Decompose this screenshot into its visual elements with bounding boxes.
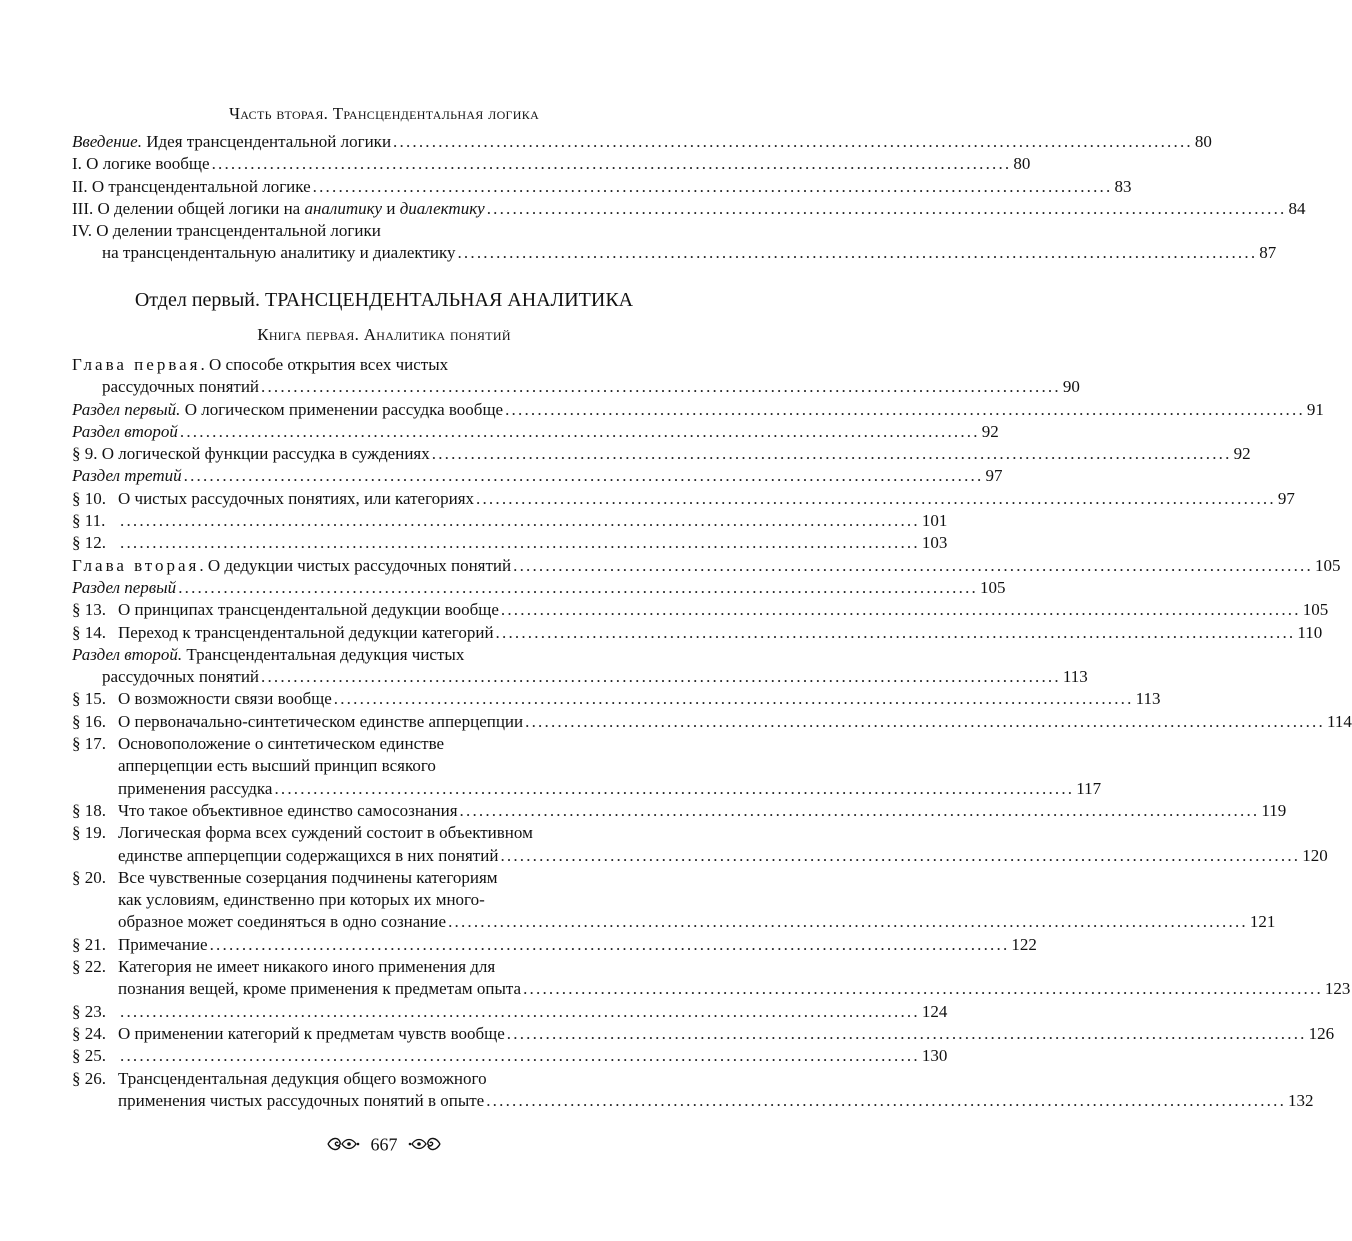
page-number: 114	[1326, 711, 1352, 731]
toc-entry[interactable]: Раздел третий ............................................................................................................................ 97	[72, 465, 657, 487]
toc-entry[interactable]: II. О трансцендентальной логике ............................................................................................................................ 83	[72, 176, 657, 198]
page-number: 105	[980, 577, 1006, 597]
page-number: 120	[1302, 845, 1328, 865]
page-number: 130	[921, 1046, 948, 1066]
leader-dots: ............................................................................................................................	[312, 176, 1113, 196]
toc-entry-line[interactable]: IV. О делении трансцендентальной логики	[72, 221, 381, 241]
toc-entry[interactable]: Раздел первый. О логическом применении рассудка вообще ............................................................................................................................ 91	[72, 399, 657, 421]
page-number: 84	[1288, 198, 1306, 218]
leader-dots: ............................................................................................................................	[261, 377, 1061, 397]
division-heading: Отдел первый. ТРАНСЦЕНДЕНТАЛЬНАЯ АНАЛИТИКА	[134, 289, 634, 311]
leader-dots: ............................................................................................................................	[274, 778, 1075, 798]
leader-dots: ............................................................................................................................	[178, 577, 978, 597]
toc-entry-line[interactable]: § 19. Логическая форма всех суждений состоит в объективном	[72, 823, 533, 843]
toc-chapter-line[interactable]: Глава первая. О способе открытия всех чистых	[72, 355, 449, 374]
leader-dots: ............................................................................................................................	[120, 533, 920, 553]
leader-dots: ............................................................................................................................	[120, 511, 920, 531]
page-number: 87	[1259, 243, 1277, 263]
leader-dots: ............................................................................................................................	[261, 667, 1061, 687]
toc-entry-line[interactable]: § 17. Основоположение о синтетическом единстве	[72, 734, 445, 754]
page-number: 113	[1135, 689, 1161, 709]
toc-entry[interactable]: рассудочных понятий ............................................................................................................................ 90	[72, 376, 657, 398]
leader-dots: ............................................................................................................................	[431, 444, 1232, 464]
toc-main-section	[72, 354, 1352, 1112]
toc-entry[interactable]: Глава вторая. О дедукции чистых рассудочных понятий ............................................................................................................................ 105	[72, 555, 657, 577]
leader-dots: ............................................................................................................................	[211, 154, 1012, 174]
toc-entry-line[interactable]: Раздел второй. Трансцендентальная дедукция чистых	[72, 644, 465, 664]
page-footer	[0, 1134, 768, 1159]
toc-entry[interactable]: познания вещей, кроме применения к предметам опыта ............................................................................................................................ 123	[72, 978, 657, 1000]
leader-dots: ............................................................................................................................	[183, 466, 984, 486]
page-number: 113	[1062, 667, 1088, 687]
toc-entry-line[interactable]: § 20. Все чувственные созерцания подчинены категориям	[72, 867, 498, 887]
page-number: 121	[1249, 912, 1276, 932]
page-number: 110	[1297, 622, 1323, 642]
page-number: 103	[921, 533, 948, 553]
toc-entry-line[interactable]: апперцепции есть высший принцип всякого	[118, 756, 436, 776]
toc-entry[interactable]: § 25. ............................................................................................................................ 130	[72, 1045, 657, 1067]
fleuron-left-icon	[326, 1134, 360, 1159]
toc-entry-line[interactable]: § 26. Трансцендентальная дедукция общего возможного	[72, 1068, 487, 1088]
toc-entry[interactable]: § 12. ............................................................................................................................ 103	[72, 532, 657, 554]
leader-dots: ............................................................................................................................	[523, 979, 1323, 999]
toc-entry-line[interactable]: § 22. Категория не имеет никакого иного применения для	[72, 957, 496, 977]
toc-entry[interactable]: Раздел второй ............................................................................................................................ 92	[72, 421, 657, 443]
fleuron-right-icon	[408, 1134, 442, 1159]
page-number: 91	[1306, 399, 1324, 419]
leader-dots: ............................................................................................................................	[333, 689, 1134, 709]
toc-entry[interactable]: I. О логике вообще ............................................................................................................................ 80	[72, 153, 657, 175]
leader-dots: ............................................................................................................................	[525, 711, 1325, 731]
leader-dots: ............................................................................................................................	[120, 1001, 920, 1021]
leader-dots: ............................................................................................................................	[506, 1023, 1307, 1043]
toc-entry[interactable]: III. О делении общей логики на аналитику и диалектику ............................................................................................................................ 84	[72, 198, 657, 220]
toc-entry[interactable]: § 23. ............................................................................................................................ 124	[72, 1001, 657, 1023]
page-number: 105	[1302, 600, 1329, 620]
toc-entry-line[interactable]: как условиям, единственно при которых их много-	[118, 890, 485, 910]
toc-entry[interactable]: применения рассудка ............................................................................................................................ 117	[72, 778, 657, 800]
toc-entry[interactable]: образное может соединяться в одно сознание ............................................................................................................................ 121	[72, 911, 657, 933]
page-number: 101	[921, 511, 948, 531]
toc-entry[interactable]: § 21. Примечание ............................................................................................................................ 122	[72, 934, 657, 956]
toc-entry[interactable]: § 13. О принципах трансцендентальной дедукции вообще ............................................................................................................................ 105	[72, 599, 657, 621]
page-number: 123	[1324, 979, 1351, 999]
page-number: 83	[1114, 176, 1132, 196]
leader-dots: ............................................................................................................................	[457, 243, 1258, 263]
page-number: 124	[921, 1001, 948, 1021]
page-number-footer: 667	[370, 1134, 398, 1155]
page-number: 92	[981, 421, 999, 441]
page-number: 80	[1013, 154, 1031, 174]
part-heading: Часть вторая. Трансцендентальная логика	[228, 104, 540, 123]
toc-entry[interactable]: на трансцендентальную аналитику и диалектику ............................................................................................................................ 87	[72, 242, 657, 264]
toc-entry[interactable]: единстве апперцепции содержащихся в них понятий ............................................................................................................................ 120	[72, 845, 657, 867]
page-number: 97	[985, 466, 1003, 486]
page-number: 126	[1308, 1023, 1335, 1043]
toc-entry[interactable]: § 24. О применении категорий к предметам чувств вообще ............................................................................................................................ 126	[72, 1023, 657, 1045]
leader-dots: ............................................................................................................................	[486, 198, 1287, 218]
leader-dots: ............................................................................................................................	[500, 845, 1301, 865]
toc-entry[interactable]: § 9. О логической функции рассудка в суждениях ............................................................................................................................ 92	[72, 443, 657, 465]
toc-entry[interactable]: Введение. Идея трансцендентальной логики ............................................................................................................................ 80	[72, 131, 657, 153]
page-number: 132	[1288, 1090, 1314, 1110]
leader-dots: ............................................................................................................................	[209, 934, 1010, 954]
leader-dots: ............................................................................................................................	[179, 421, 980, 441]
toc-entry[interactable]: рассудочных понятий ............................................................................................................................ 113	[72, 666, 657, 688]
toc-entry[interactable]: § 14. Переход к трансцендентальной дедукции категорий ............................................................................................................................ 110	[72, 622, 657, 644]
toc-entry[interactable]: § 18. Что такое объективное единство самосознания ............................................................................................................................ 119	[72, 800, 657, 822]
page-number: 122	[1011, 934, 1037, 954]
page-number: 119	[1261, 800, 1287, 820]
leader-dots: ............................................................................................................................	[495, 622, 1296, 642]
page-number: 92	[1233, 444, 1251, 464]
leader-dots: ............................................................................................................................	[448, 912, 1248, 932]
leader-dots: ............................................................................................................................	[120, 1046, 920, 1066]
page-number: 105	[1314, 555, 1341, 575]
leader-dots: ............................................................................................................................	[505, 399, 1305, 419]
page-number: 117	[1076, 778, 1102, 798]
leader-dots: ............................................................................................................................	[393, 132, 1193, 151]
toc-entry[interactable]: § 11. ............................................................................................................................ 101	[72, 510, 657, 532]
leader-dots: ............................................................................................................................	[459, 800, 1260, 820]
leader-dots: ............................................................................................................................	[476, 488, 1276, 508]
leader-dots: ............................................................................................................................	[513, 555, 1313, 575]
page-number: 97	[1277, 488, 1295, 508]
leader-dots: ............................................................................................................................	[500, 600, 1301, 620]
toc-part-section	[72, 131, 1306, 265]
page-number: 90	[1062, 377, 1080, 397]
toc-entry[interactable]: применения чистых рассудочных понятий в опыте ............................................................................................................................ 132	[72, 1090, 657, 1112]
page-number: 80	[1194, 132, 1212, 151]
toc-entry[interactable]: § 15. О возможности связи вообще ............................................................................................................................ 113	[72, 688, 657, 710]
toc-entry[interactable]: Раздел первый ............................................................................................................................ 105	[72, 577, 657, 599]
book-heading: Книга первая. Аналитика понятий	[257, 325, 511, 344]
toc-entry[interactable]: § 10. О чистых рассудочных понятиях, или категориях ............................................................................................................................ 97	[72, 488, 657, 510]
toc-entry[interactable]: § 16. О первоначально-синтетическом единстве апперцепции ............................................................................................................................ 114	[72, 711, 657, 733]
leader-dots: ............................................................................................................................	[486, 1090, 1287, 1110]
